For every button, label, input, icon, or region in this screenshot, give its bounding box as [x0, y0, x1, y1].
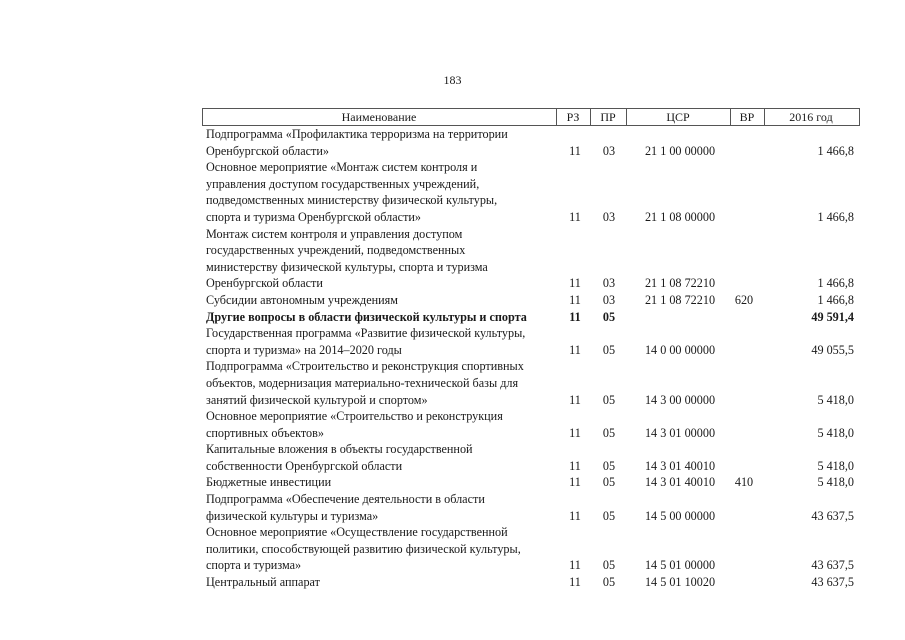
row-name-line: собственности Оренбургской области — [206, 458, 403, 473]
row-amount: 5 418,0 — [817, 458, 854, 473]
table-row — [202, 292, 860, 309]
row-csr: 14 3 00 00000 — [644, 392, 716, 407]
row-name-line: Подпрограмма «Обеспечение деятельности в области — [206, 492, 485, 507]
row-name-line: занятий физической культурой и спортом» — [206, 392, 428, 407]
row-csr: 14 3 01 40010 — [644, 475, 716, 490]
header-name: Наименование — [341, 110, 417, 124]
row-rz: 11 — [569, 575, 581, 590]
row-amount: 43 637,5 — [811, 558, 854, 573]
row-rz: 11 — [569, 392, 581, 407]
row-amount: 5 418,0 — [817, 475, 854, 490]
row-vr: 410 — [734, 475, 754, 490]
row-rz: 11 — [569, 209, 581, 224]
row-rz: 11 — [569, 143, 581, 158]
header-csr: ЦСР — [666, 110, 690, 124]
row-name-line: Субсидии автономным учреждениям — [206, 292, 398, 307]
table-row — [202, 524, 860, 574]
row-rz: 11 — [569, 276, 581, 291]
row-amount: 1 466,8 — [817, 143, 854, 158]
row-amount: 5 418,0 — [817, 392, 854, 407]
table-row — [202, 441, 860, 474]
row-name-line: управления доступом государственных учреждений, — [206, 176, 480, 191]
row-csr: 21 1 00 00000 — [644, 143, 716, 158]
row-name-line: Центральный аппарат — [206, 575, 320, 590]
row-pr: 05 — [602, 342, 616, 357]
row-csr: 14 5 01 10020 — [644, 575, 716, 590]
row-name-line: Государственная программа «Развитие физической культуры, — [206, 326, 526, 341]
row-name-line: Бюджетные инвестиции — [206, 475, 332, 490]
row-name-line: объектов, модернизация материально-технической базы для — [206, 375, 519, 390]
row-name — [202, 159, 558, 225]
header-vr: ВР — [739, 110, 755, 124]
table-body — [202, 126, 860, 591]
row-name-line: физической культуры и туризма» — [206, 508, 379, 523]
row-csr: 14 3 01 00000 — [644, 425, 716, 440]
row-name-line: Капитальные вложения в объекты государственной — [206, 442, 473, 457]
row-pr: 03 — [602, 292, 616, 307]
row-csr: 14 3 01 40010 — [644, 458, 716, 473]
row-name — [202, 491, 558, 524]
table-row — [202, 226, 860, 292]
row-rz: 11 — [569, 508, 581, 523]
row-name — [202, 574, 558, 591]
row-name — [202, 292, 558, 309]
row-pr: 05 — [602, 475, 616, 490]
header-year: 2016 год — [789, 110, 833, 124]
row-name — [202, 226, 558, 292]
row-name-line: Подпрограмма «Строительство и реконструкция спортивных — [206, 359, 524, 374]
table-row — [202, 408, 860, 441]
row-csr: 21 1 08 00000 — [644, 209, 716, 224]
table-row — [202, 126, 860, 159]
table-header — [202, 108, 860, 126]
row-amount: 1 466,8 — [817, 276, 854, 291]
row-csr: 21 1 08 72210 — [644, 276, 716, 291]
row-name-line: Основное мероприятие «Осуществление государственной — [206, 525, 508, 540]
header-rz: РЗ — [566, 110, 580, 124]
row-name-line: Основное мероприятие «Монтаж систем контроля и — [206, 160, 478, 175]
row-name-line: политики, способствующей развитию физической культуры, — [206, 541, 521, 556]
table-row — [202, 491, 860, 524]
row-name — [202, 309, 558, 326]
row-amount: 43 637,5 — [811, 575, 854, 590]
row-pr: 05 — [602, 508, 616, 523]
row-pr: 05 — [602, 425, 616, 440]
row-name-line: министерству физической культуры, спорта и туризма — [206, 259, 488, 274]
row-name-line: Оренбургской области» — [206, 143, 329, 158]
page-number: 183 — [443, 73, 462, 87]
row-csr: 14 5 01 00000 — [644, 558, 716, 573]
row-rz: 11 — [569, 458, 581, 473]
row-name-line: спорта и туризма Оренбургской области» — [206, 209, 422, 224]
table-row — [202, 474, 860, 491]
row-rz: 11 — [569, 309, 581, 324]
row-rz: 11 — [569, 475, 581, 490]
row-pr: 03 — [602, 276, 616, 291]
row-vr: 620 — [734, 292, 754, 307]
row-csr: 21 1 08 72210 — [644, 292, 716, 307]
row-name-line: Подпрограмма «Профилактика терроризма на территории — [206, 127, 508, 141]
row-pr: 05 — [602, 458, 616, 473]
row-name — [202, 474, 558, 491]
row-name-line: Другие вопросы в области физической культуры и спорта — [206, 309, 527, 324]
row-amount: 5 418,0 — [817, 425, 854, 440]
row-name — [202, 441, 558, 474]
row-amount: 49 055,5 — [811, 342, 854, 357]
row-rz: 11 — [569, 342, 581, 357]
row-amount: 1 466,8 — [817, 292, 854, 307]
row-name-line: спортивных объектов» — [206, 425, 324, 440]
row-name-line: Оренбургской области — [206, 276, 323, 291]
row-pr: 03 — [602, 143, 616, 158]
row-name — [202, 126, 558, 159]
row-pr: 05 — [602, 558, 616, 573]
row-name-line: Монтаж систем контроля и управления доступом — [206, 226, 463, 241]
row-name-line: спорта и туризма» на 2014–2020 годы — [206, 342, 402, 357]
row-name-line: государственных учреждений, подведомственных — [206, 243, 466, 258]
row-pr: 05 — [602, 575, 616, 590]
table-row — [202, 309, 860, 326]
budget-table — [202, 108, 860, 591]
row-amount: 43 637,5 — [811, 508, 854, 523]
row-rz: 11 — [569, 292, 581, 307]
row-pr: 05 — [602, 392, 616, 407]
row-pr: 05 — [602, 309, 616, 324]
row-rz: 11 — [569, 558, 581, 573]
table-row — [202, 358, 860, 408]
row-name — [202, 325, 558, 358]
row-amount: 49 591,4 — [811, 309, 854, 324]
row-amount: 1 466,8 — [817, 209, 854, 224]
table-row — [202, 159, 860, 225]
row-name-line: подведомственных министерству физической культуры, — [206, 193, 498, 208]
row-csr: 14 5 00 00000 — [644, 508, 716, 523]
header-pr: ПР — [600, 110, 616, 124]
table-row — [202, 574, 860, 591]
row-name — [202, 408, 558, 441]
table-row — [202, 325, 860, 358]
row-name — [202, 358, 558, 408]
row-name-line: Основное мероприятие «Строительство и реконструкция — [206, 409, 503, 424]
row-rz: 11 — [569, 425, 581, 440]
row-csr: 14 0 00 00000 — [644, 342, 716, 357]
row-name — [202, 524, 558, 574]
row-pr: 03 — [602, 209, 616, 224]
row-name-line: спорта и туризма» — [206, 558, 302, 573]
